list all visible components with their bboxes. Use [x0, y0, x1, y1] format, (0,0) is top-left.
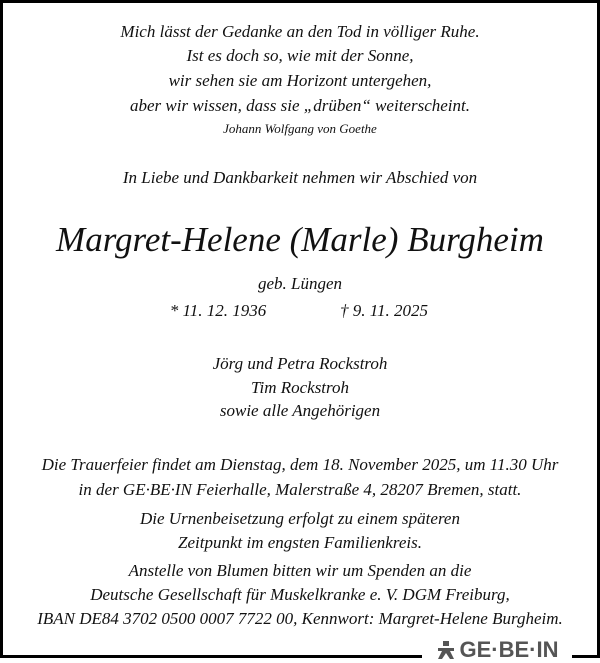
death-date: † 9. 11. 2025 [340, 301, 428, 320]
info-line: in der GE·BE·IN Feierhalle, Malerstraße 4, 28207 Bremen, statt. [78, 480, 522, 499]
mourner: sowie alle Angehörigen [219, 401, 381, 420]
quote-line: aber wir wissen, dass sie „drüben“ weiterscheint. [129, 96, 470, 115]
deceased-name: Margret-Helene (Marle) Burgheim [56, 220, 544, 259]
intro-text: In Liebe und Dankbarkeit nehmen wir Abschied von [122, 168, 478, 187]
info-line: Deutsche Gesellschaft für Muskelkranke e. V. DGM Freiburg, [90, 585, 510, 604]
info-line: Die Urnenbeisetzung erfolgt zu einem späteren [140, 509, 460, 528]
info-line: IBAN DE84 3702 0500 0007 7722 00, Kennwort: Margret-Helene Burgheim. [37, 609, 563, 628]
logo-figure-icon [436, 640, 456, 660]
quote-line: wir sehen sie am Horizont untergehen, [168, 71, 432, 90]
logo-text: GE·BE·IN [459, 637, 559, 662]
quote-author: Johann Wolfgang von Goethe [223, 121, 377, 136]
info-line: Die Trauerfeier findet am Dienstag, dem 18. November 2025, um 11.30 Uhr [41, 455, 559, 474]
info-line: Anstelle von Blumen bitten wir um Spenden an die [128, 561, 472, 580]
maiden-name: geb. Lüngen [257, 274, 343, 293]
birth-date: * 11. 12. 1936 [169, 301, 267, 320]
gebein-logo [422, 638, 572, 662]
quote-line: Mich lässt der Gedanke an den Tod in völliger Ruhe. [120, 22, 480, 41]
quote-line: Ist es doch so, wie mit der Sonne, [186, 46, 414, 65]
mourner: Jörg und Petra Rockstroh [212, 354, 388, 373]
info-line: Zeitpunkt im engsten Familienkreis. [178, 533, 422, 552]
mourner: Tim Rockstroh [250, 378, 350, 397]
